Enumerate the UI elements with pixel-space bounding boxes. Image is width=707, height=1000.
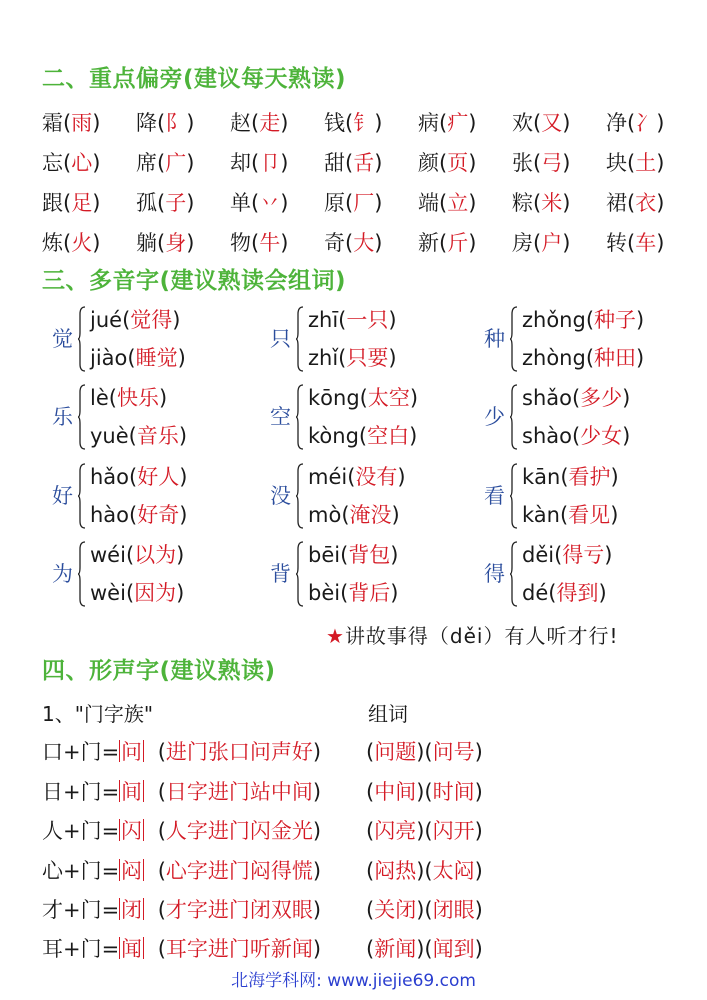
polyphone-group [484,457,694,535]
reading-line: zhǒng(种子) [522,308,645,332]
radical-cell: 甜(舌) [324,151,383,175]
reading-line: dé(得到) [522,581,607,605]
polyphone-char: 乐 [52,405,73,429]
words-label: 组词 [368,702,408,726]
radical-row [42,182,700,222]
radical-cell: 房(户) [512,231,571,255]
radical-cell: 席(广) [136,151,195,175]
polyphone-char: 少 [484,405,505,429]
family-row: 口+门=问 (进门张口问声好) (问题)(问号) [42,740,483,764]
polyphone-group [484,300,694,378]
reading-line: yuè(音乐) [90,424,188,448]
reading-line: jué(觉得) [90,308,181,332]
reading-line: shǎo(多少) [522,386,631,410]
polyphone-char: 只 [270,327,291,351]
polyphone-char: 空 [270,405,291,429]
brace-icon [510,463,518,529]
reading-line: wèi(因为) [90,581,185,605]
polyphone-char: 为 [52,562,73,586]
radical-row [42,222,700,262]
radical-cell: 躺(身) [136,231,195,255]
polyphone-char: 觉 [52,327,73,351]
radical-row [42,142,700,182]
radical-cell: 端(立) [418,191,477,215]
polyphone-group [52,300,262,378]
radical-cell: 粽(米) [512,191,571,215]
reading-line: kàn(看见) [522,503,619,527]
polyphone-group [270,300,480,378]
reading-line: zhòng(种田) [522,346,645,370]
example-note [326,620,619,649]
radical-cell: 原(厂) [324,191,383,215]
reading-line: mò(淹没) [308,503,400,527]
brace-icon [296,541,304,607]
radical-grid [42,102,700,262]
radical-cell: 单(丷) [230,191,289,215]
brace-icon [78,541,86,607]
radical-cell: 炼(火) [42,231,101,255]
family-label: 1、"门字族" [42,702,154,726]
section2-title: 二、重点偏旁(建议每天熟读) [42,66,347,92]
radical-cell: 欢(又) [512,111,571,135]
reading-line: bèi(背后) [308,581,399,605]
polyphone-group [52,535,262,613]
radical-cell: 张(弓) [512,151,571,175]
reading-line: hǎo(好人) [90,465,188,489]
star-icon: ★ [326,624,345,648]
reading-line: kòng(空白) [308,424,418,448]
brace-icon [510,306,518,372]
family-row: 日+门=间 (日字进门站中间) (中间)(时间) [42,780,483,804]
family-row: 才+门=闭 (才字进门闭双眼) (关闭)(闭眼) [42,898,483,922]
radical-row [42,102,700,142]
radical-cell: 病(疒) [418,111,477,135]
radical-cell: 却(卩) [230,151,289,175]
radical-cell: 降(阝) [136,111,195,135]
radical-cell: 忘(心) [42,151,101,175]
radical-cell: 新(斤) [418,231,477,255]
reading-line: kōng(太空) [308,386,419,410]
brace-icon [78,463,86,529]
brace-icon [296,463,304,529]
polyphone-char: 好 [52,484,73,508]
polyphone-char: 没 [270,484,291,508]
reading-line: bēi(背包) [308,543,399,567]
family-row: 心+门=闷 (心字进门闷得慌) (闷热)(太闷) [42,859,483,883]
polyphone-char: 种 [484,327,505,351]
reading-line: wéi(以为) [90,543,185,567]
reading-line: zhī(一只) [308,308,397,332]
family-row: 人+门=闪 (人字进门闪金光) (闪亮)(闪开) [42,819,483,843]
polyphone-char: 看 [484,484,505,508]
radical-cell: 块(土) [606,151,665,175]
polyphone-char: 背 [270,562,291,586]
radical-cell: 净(冫) [606,111,665,135]
radical-cell: 钱(钅) [324,111,383,135]
brace-icon [78,306,86,372]
radical-cell: 物(牛) [230,231,289,255]
brace-icon [78,384,86,450]
brace-icon [296,384,304,450]
polyphone-group [52,457,262,535]
section4-title: 四、形声字(建议熟读) [42,658,276,684]
brace-icon [510,384,518,450]
radical-cell: 跟(足) [42,191,101,215]
polyphone-char: 得 [484,562,505,586]
reading-line: hào(好奇) [90,503,188,527]
radical-cell: 孤(子) [136,191,195,215]
polyphone-group [52,378,262,456]
radical-cell: 转(车) [606,231,665,255]
radical-cell: 裙(衣) [606,191,665,215]
reading-line: kān(看护) [522,465,619,489]
brace-icon [296,306,304,372]
polyphone-group [270,457,480,535]
polyphone-group [270,535,480,613]
footer-watermark: 北海学科网: www.jiejie69.com [231,971,476,991]
polyphone-group [270,378,480,456]
radical-cell: 霜(雨) [42,111,101,135]
radical-cell: 奇(大) [324,231,383,255]
polyphone-group [484,378,694,456]
polyphone-group [484,535,694,613]
note-text: 讲故事得（děi）有人听才行! [344,624,619,648]
radical-cell: 颜(页) [418,151,477,175]
reading-line: zhǐ(只要) [308,346,397,370]
reading-line: méi(没有) [308,465,406,489]
section3-title: 三、多音字(建议熟读会组词) [42,268,347,294]
reading-line: shào(少女) [522,424,631,448]
radical-cell: 赵(走) [230,111,289,135]
reading-line: děi(得亏) [522,543,613,567]
brace-icon [510,541,518,607]
family-row: 耳+门=闻 (耳字进门听新闻) (新闻)(闻到) [42,937,483,961]
reading-line: jiào(睡觉) [90,346,186,370]
reading-line: lè(快乐) [90,386,168,410]
